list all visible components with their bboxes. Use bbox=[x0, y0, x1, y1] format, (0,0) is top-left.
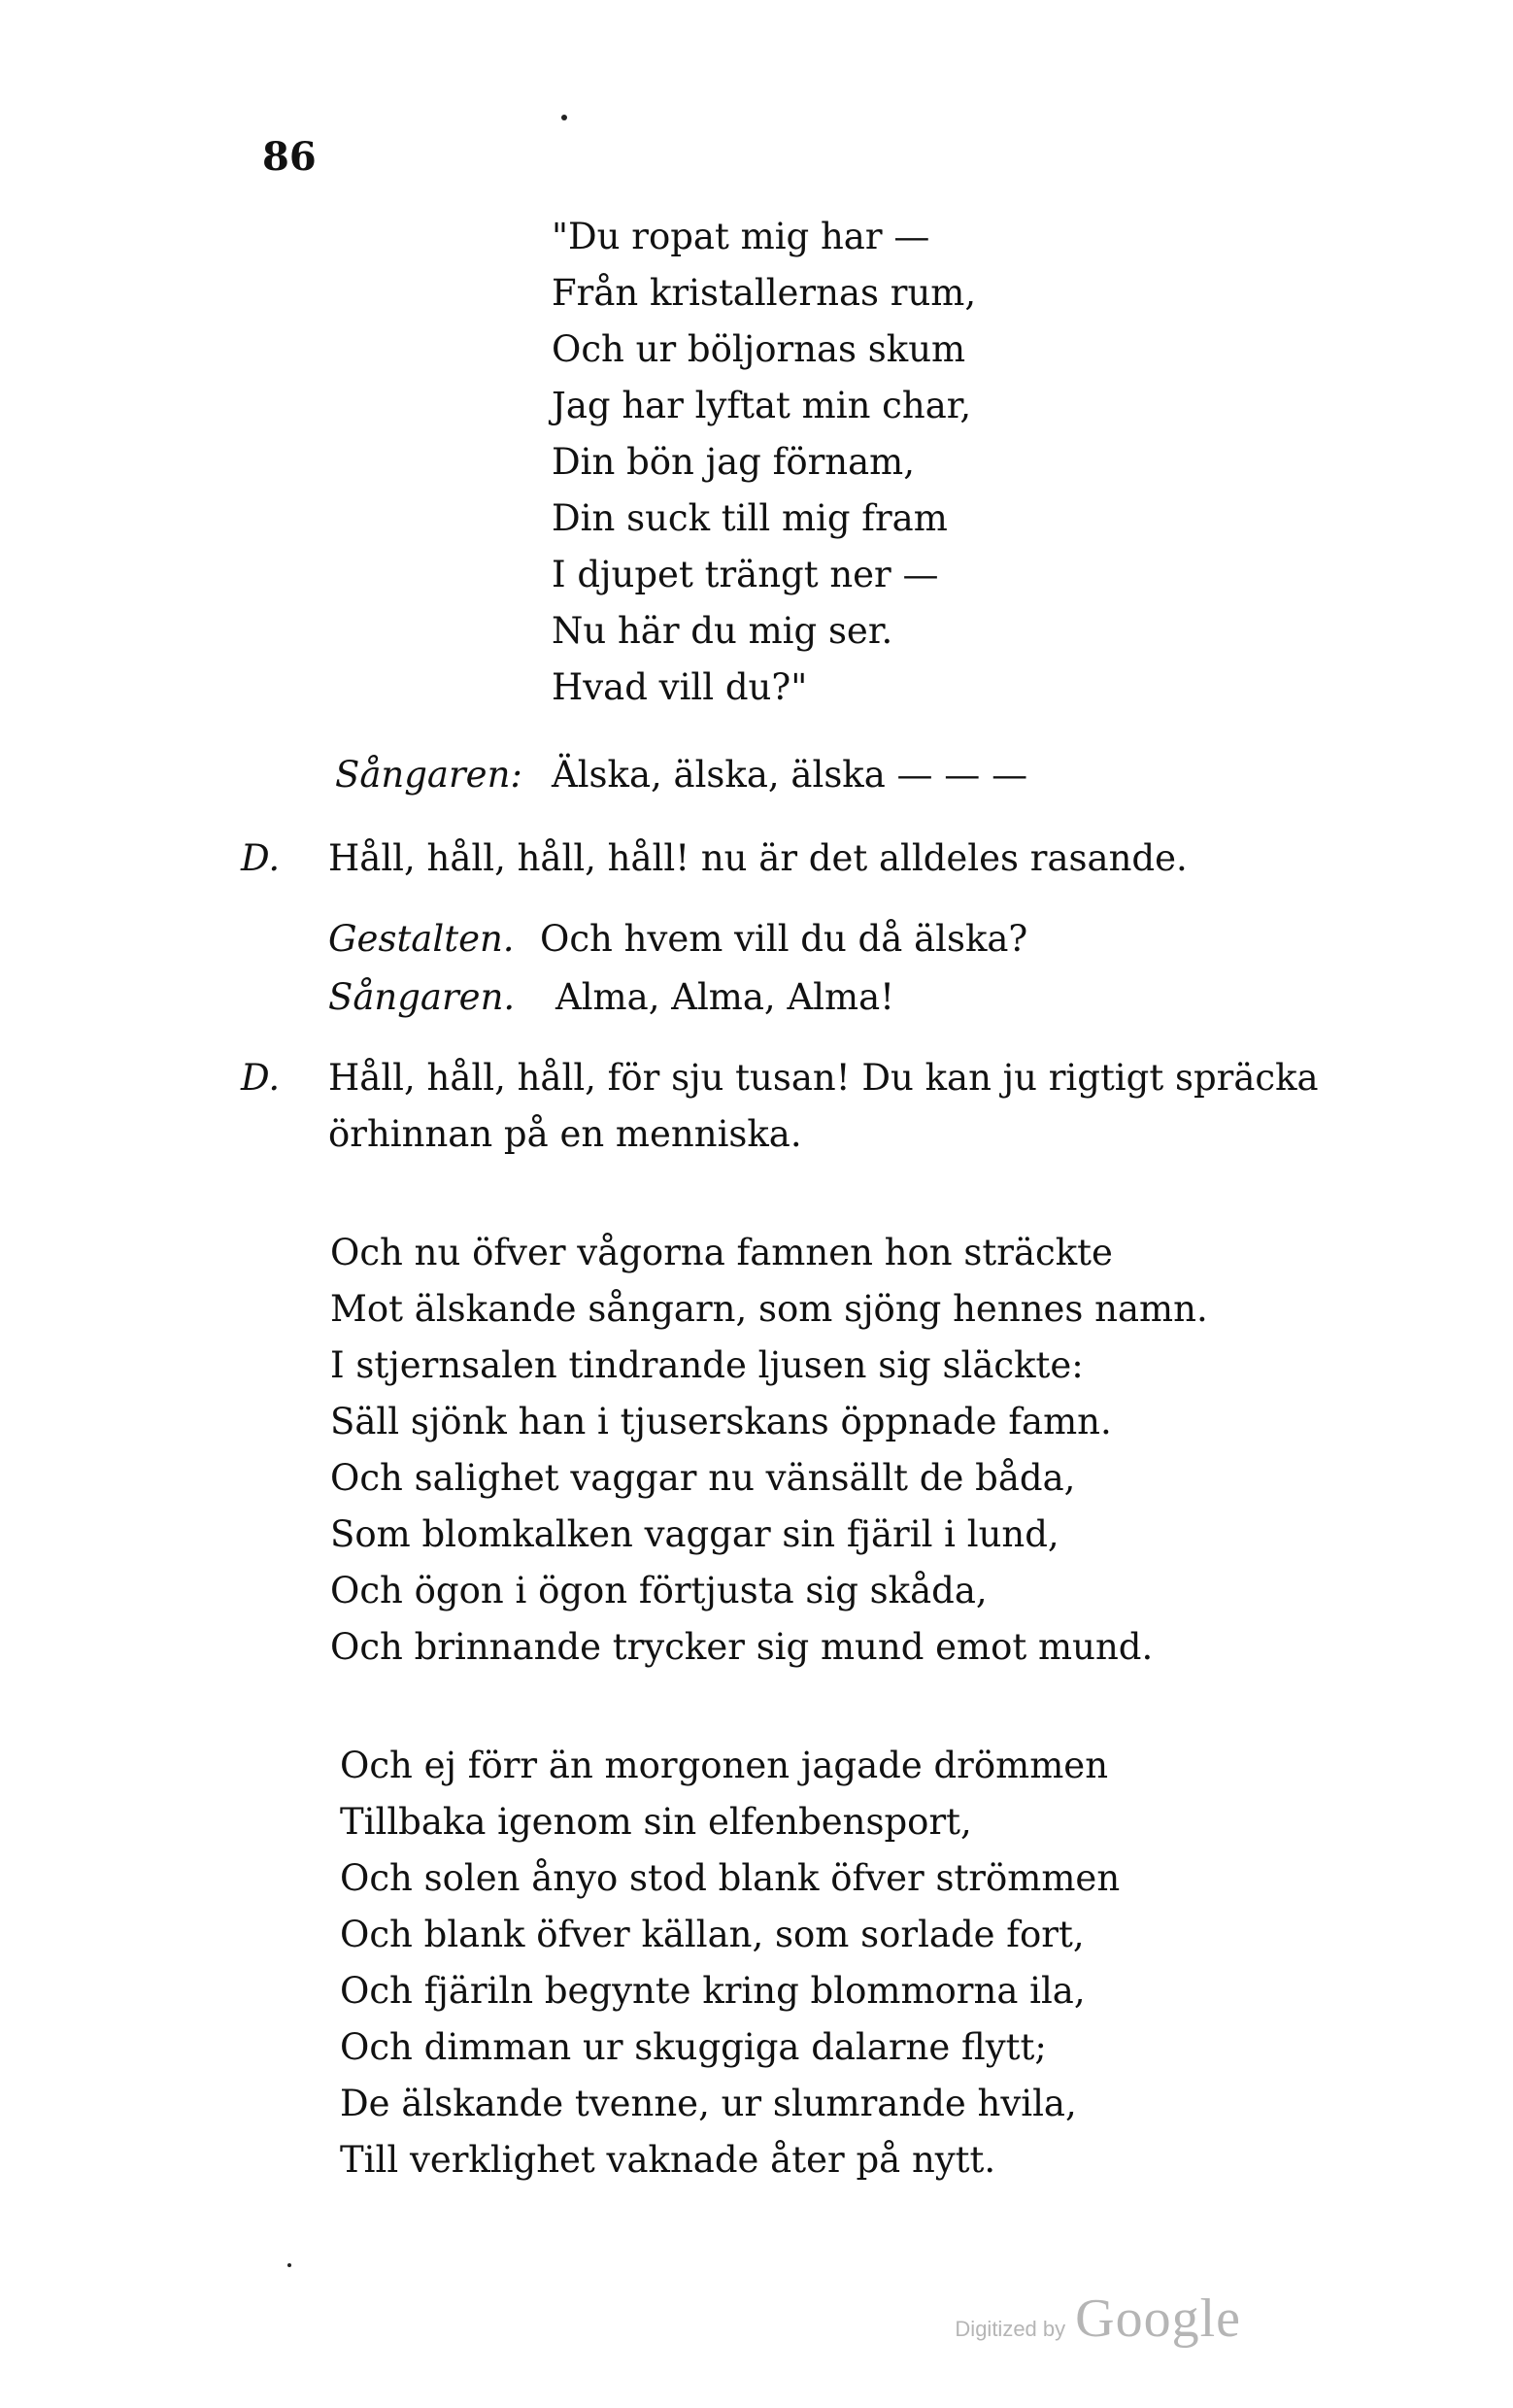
stanza-line: Och brinnande trycker sig mund emot mund. bbox=[330, 1626, 1154, 1668]
speaker-label: Sångaren: bbox=[335, 754, 522, 796]
page-number: 86 bbox=[262, 134, 317, 180]
dialogue-text: Håll, håll, håll, håll! nu är det alldeles rasande. bbox=[328, 837, 1188, 879]
song-line: Nu här du mig ser. bbox=[552, 610, 893, 652]
song-line: Din suck till mig fram bbox=[552, 497, 948, 539]
speck-bottom bbox=[287, 2263, 291, 2267]
digitized-watermark bbox=[955, 2288, 1241, 2350]
dialogue-text-continued: örhinnan på en menniska. bbox=[328, 1113, 802, 1155]
song-line: Jag har lyftat min char, bbox=[552, 385, 972, 426]
stanza-line: Säll sjönk han i tjuserskans öppnade famn. bbox=[330, 1401, 1112, 1442]
digitized-label: Digitized by bbox=[955, 2317, 1066, 2341]
stanza-line: Och ögon i ögon förtjusta sig skåda, bbox=[330, 1570, 988, 1611]
stanza-line: Mot älskande sångarn, som sjöng hennes namn. bbox=[330, 1288, 1208, 1330]
stanza-line: Och ej förr än morgonen jagade drömmen bbox=[340, 1745, 1109, 1786]
stanza-line: Till verklighet vaknade åter på nytt. bbox=[340, 2139, 996, 2181]
speaker-label: Gestalten. bbox=[328, 918, 515, 960]
stanza-line: I stjernsalen tindrande ljusen sig släckte: bbox=[330, 1344, 1084, 1386]
stanza-line: Och salighet vaggar nu vänsällt de båda, bbox=[330, 1457, 1076, 1499]
speaker-label: D. bbox=[241, 1057, 281, 1099]
dialogue-text: Håll, håll, håll, för sju tusan! Du kan ju rigtigt spräcka bbox=[328, 1057, 1319, 1099]
stanza-line: Och solen ånyo stod blank öfver strömmen bbox=[340, 1857, 1121, 1899]
song-line: "Du ropat mig har — bbox=[552, 216, 930, 257]
song-line: I djupet trängt ner — bbox=[552, 554, 939, 595]
stanza-line: Och nu öfver vågorna famnen hon sträckte bbox=[330, 1232, 1113, 1273]
song-line: Och ur böljornas skum bbox=[552, 328, 966, 370]
dialogue-text: Och hvem vill du då älska? bbox=[540, 918, 1028, 960]
dialogue-text: Alma, Alma, Alma! bbox=[555, 976, 895, 1018]
stanza-line: De älskande tvenne, ur slumrande hvila, bbox=[340, 2083, 1077, 2124]
google-logo: Google bbox=[1075, 2289, 1241, 2349]
song-line: Från kristallernas rum, bbox=[552, 272, 977, 314]
stanza-line: Och blank öfver källan, som sorlade fort, bbox=[340, 1914, 1085, 1955]
stanza-line: Och dimman ur skuggiga dalarne flytt; bbox=[340, 2026, 1047, 2068]
speck-top bbox=[561, 115, 567, 120]
stanza-line: Och fjäriln begynte kring blommorna ila, bbox=[340, 1970, 1086, 2012]
stanza-line: Tillbaka igenom sin elfenbensport, bbox=[340, 1801, 972, 1843]
speaker-label: D. bbox=[241, 837, 281, 879]
stanza-line: Som blomkalken vaggar sin fjäril i lund, bbox=[330, 1513, 1059, 1555]
song-line: Din bön jag förnam, bbox=[552, 441, 916, 483]
song-line: Hvad vill du?" bbox=[552, 666, 808, 708]
dialogue-text: Älska, älska, älska — — — bbox=[552, 754, 1028, 796]
speaker-label: Sångaren. bbox=[328, 976, 516, 1018]
